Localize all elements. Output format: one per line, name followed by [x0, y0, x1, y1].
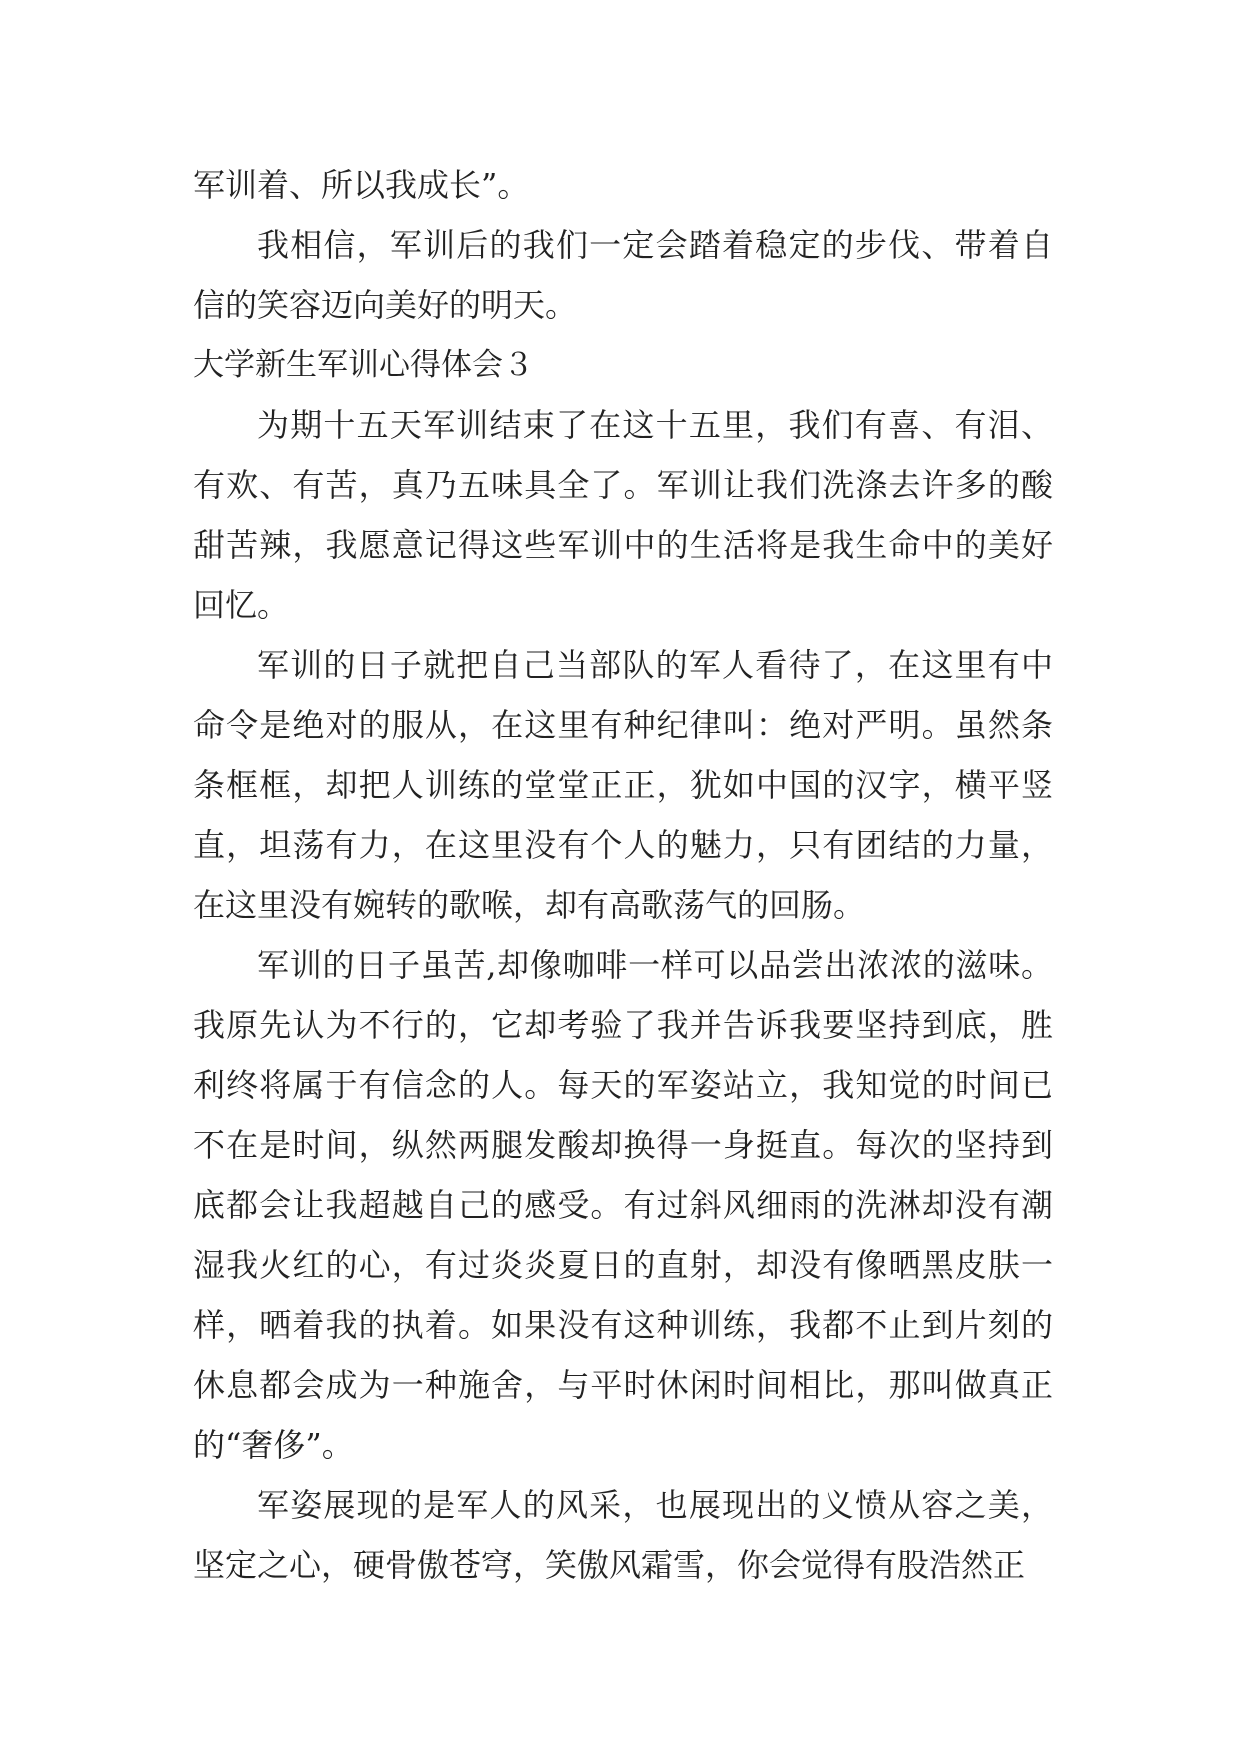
paragraph-4: 军训的日子虽苦,却像咖啡一样可以品尝出浓浓的滋味。我原先认为不行的，它却考验了我并告诉我要坚持到底，胜利终将属于有信念的人。每天的军姿站立，我知觉的时间已不在是时间，纵然两腿发酸却换得一身挺直。每次的坚持到底都会让我超越自己的感受。有过斜风细雨的洗淋却没有潮湿我火红的心，有过炎炎夏日的直射，却没有像晒黑皮肤一样，晒着我的执着。如果没有这种训练，我都不止到片刻的休息都会成为一种施舍，与平时休闲时间相比，那叫做真正的“奢侈”。 — [193, 946, 1053, 1464]
section-title: 大学新生军训心得体会３ — [193, 347, 534, 383]
document-body — [193, 155, 1053, 1595]
paragraph-2: 为期十五天军训结束了在这十五里，我们有喜、有泪、有欢、有苦，真乃五味具全了。军训让我们洗涤去许多的酸甜苦辣，我愿意记得这些军训中的生活将是我生命中的美好回忆。 — [193, 406, 1053, 624]
paragraph-1: 我相信，军训后的我们一定会踏着稳定的步伐、带着自信的笑容迈向美好的明天。 — [193, 226, 1053, 324]
paragraph-5: 军姿展现的是军人的风采，也展现出的义愤从容之美，坚定之心，硬骨傲苍穹，笑傲风霜雪，你会觉得有股浩然正 — [193, 1486, 1053, 1584]
paragraph-3: 军训的日子就把自己当部队的军人看待了，在这里有中命令是绝对的服从，在这里有种纪律叫：绝对严明。虽然条条框框，却把人训练的堂堂正正，犹如中国的汉字，横平竖直，坦荡有力，在这里没有个人的魅力，只有团结的力量，在这里没有婉转的歌喉，却有高歌荡气的回肠。 — [193, 646, 1053, 924]
paragraph-fragment: 军训着、所以我成长”。 — [193, 166, 530, 204]
